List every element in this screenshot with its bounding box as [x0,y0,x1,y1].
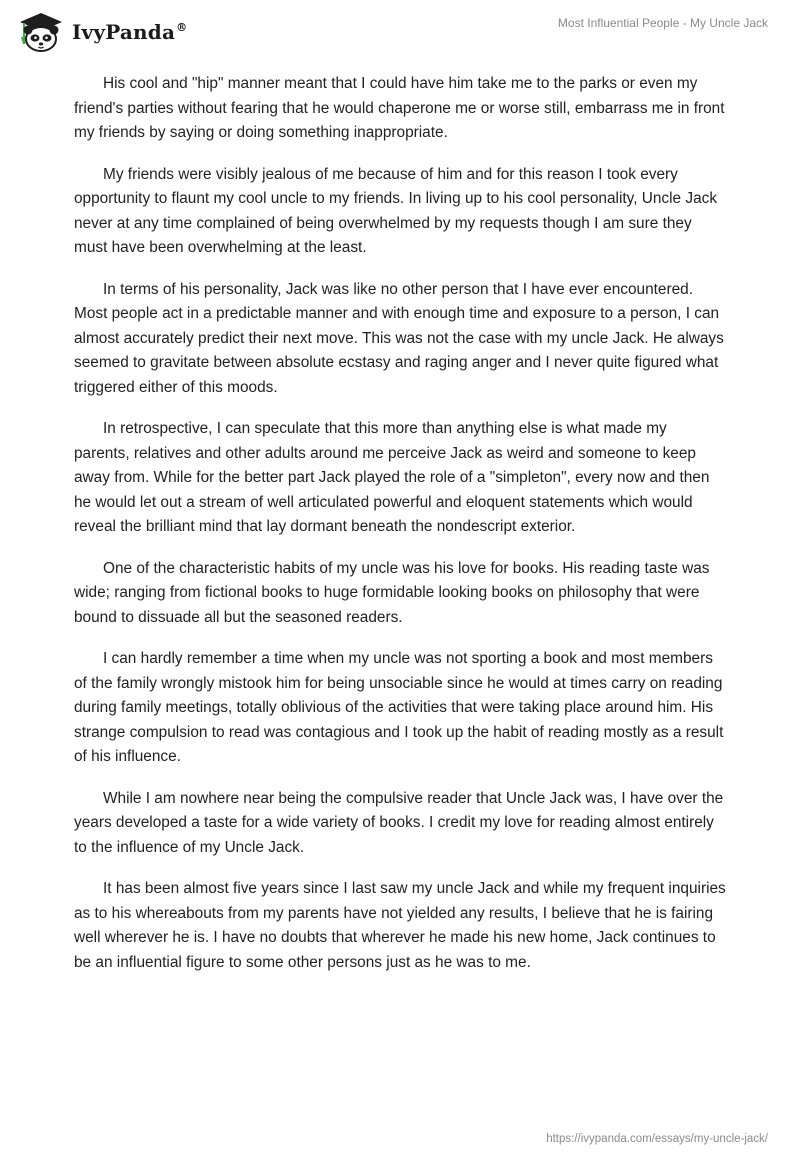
document-title: Most Influential People - My Uncle Jack [557,16,768,30]
panda-graduation-cap-icon [14,10,64,54]
paragraph: I can hardly remember a time when my uncle was not sporting a book and most members of the family wrongly mistook him for being unsociable since he would at times carry on reading during family meetings, totally oblivious of the activities that were taking place around him. His strange compulsion to read was contagious and I took up the habit of reading mostly as a result of his influence. [74,650,724,765]
paragraph: One of the characteristic habits of my uncle was his love for books. His reading taste was wide; ranging from fictional books to huge formidable looking books on philosophy that were bound to dissuade all but the seasoned readers. [74,559,710,626]
paragraph: My friends were visibly jealous of me because of him and for this reason I took every opportunity to flaunt my cool uncle to my friends. In living up to his cool personality, Uncle Jack never at any time complained of being overwhelmed by my requests though I am sure they must have been overwhelming at the least. [74,165,718,256]
essay-body [74,72,726,992]
brand-logo[interactable] [14,10,187,54]
registered-mark: ® [176,21,188,35]
paragraph: It has been almost five years since I last saw my uncle Jack and while my frequent inquiries as to his whereabouts from my parents have not yielded any results, I believe that he is fairing well wherever he is. I have no doubts that wherever he made his new home, Jack continues to be an influential figure to some other persons just as he was to me. [74,880,726,971]
paragraph: While I am nowhere near being the compulsive reader that Uncle Jack was, I have over the years developed a taste for a wide variety of books. I credit my love for reading almost entirely to the influence of my Uncle Jack. [74,789,724,856]
paragraph: In terms of his personality, Jack was like no other person that I have ever encountered. Most people act in a predictable manner and with enough time and exposure to a person, I can almost accurately predict their next move. This was not the case with my uncle Jack. He always seemed to gravitate between absolute ecstasy and raging anger and I never quite figured what triggered either of this moods. [74,280,724,396]
source-url-link[interactable]: https://ivypanda.com/essays/my-uncle-jack/ [546,1133,768,1145]
brand-name-text: IvyPanda [72,20,176,44]
paragraph: In retrospective, I can speculate that this more than anything else is what made my parents, relatives and other adults around me perceive Jack as weird and someone to keep away from. While for the better part Jack played the role of a "simpleton", every now and then he would let out a stream of well articulated powerful and eloquent statements which would reveal the brilliant mind that lay dormant beneath the nondescript exterior. [74,420,710,535]
page-header [0,0,800,62]
paragraph: His cool and "hip" manner meant that I could have him take me to the parks or even my friend's parties without fearing that he would chaperone me or worse still, embarrass me in front my friends by saying or doing something inappropriate. [74,75,725,141]
brand-name [72,20,187,44]
